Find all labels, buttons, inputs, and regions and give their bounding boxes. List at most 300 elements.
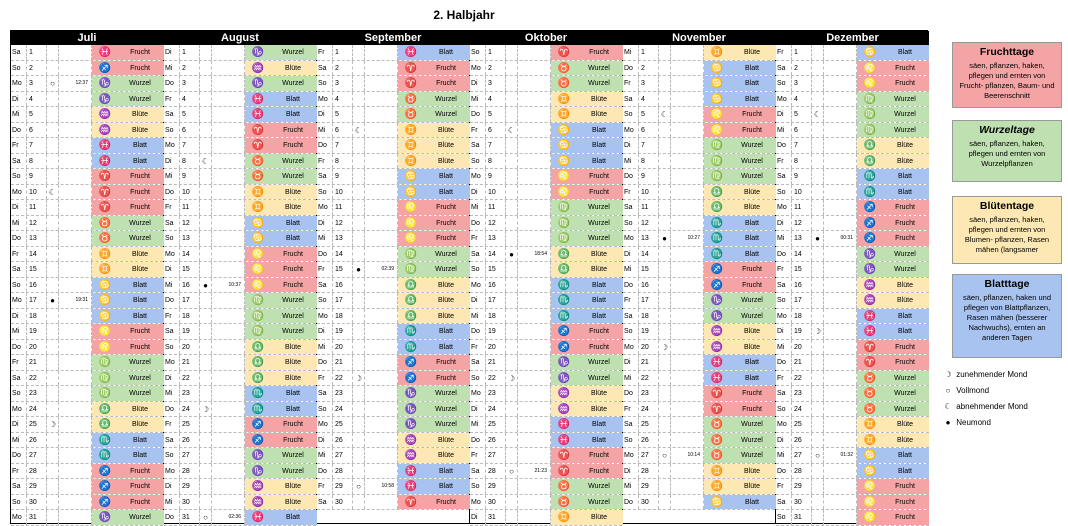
weekday: Do [317,355,333,370]
day-number: 19 [333,324,353,339]
weekday: Mo [11,510,27,525]
zodiac-icon: ♈ [404,78,418,89]
day-number: 16 [792,278,812,293]
zodiac-icon: ♊ [98,248,112,260]
day-type-label: Blatt [438,467,453,475]
day-number: 4 [486,92,506,107]
weekday: Fr [164,309,180,324]
day-type-blatt [92,309,164,324]
day-type-wurzel [245,76,317,91]
day-type-frucht [398,76,470,91]
day-type-blüte [551,247,623,262]
day-row [11,448,163,464]
day-row [776,355,929,371]
zodiac-icon: ♐ [98,496,112,508]
month-column-september [317,31,470,523]
moon-time [824,185,857,200]
day-row [776,185,929,201]
day-type-label: Blüte [132,126,148,134]
moon-time [212,464,245,479]
day-number: 28 [639,464,659,479]
day-type-label: Blatt [744,498,759,506]
moon-time [212,355,245,370]
day-type-label: Blatt [897,452,912,459]
day-type-wurzel [245,448,317,463]
day-type-label: Wurzel [129,235,151,242]
day-type-label: Blatt [132,452,147,459]
moon-cell [812,433,824,448]
day-row [623,371,775,387]
day-row [164,231,316,247]
moon-time [212,479,245,494]
zodiac-icon: ♈ [98,202,112,213]
day-number: 18 [27,309,47,324]
moon-cell [506,138,518,153]
moon-time [59,417,92,432]
weekday: So [164,123,180,138]
zodiac-icon: ♒ [557,388,571,399]
day-type-label: Wurzel [588,483,610,490]
day-number: 29 [333,479,353,494]
day-number: 27 [486,448,506,463]
full-moon-icon: ○ [812,448,824,463]
moon-time [824,371,857,386]
moon-cell [353,293,365,308]
day-row [623,309,775,325]
day-type-label: Frucht [283,266,303,273]
moon-time [671,107,704,122]
weekday: So [623,324,639,339]
day-type-blatt [92,278,164,293]
weekday: Di [317,216,333,231]
day-type-label: Frucht [436,204,456,211]
zodiac-icon: ♍ [710,171,724,182]
day-type-label: Wurzel [741,421,763,428]
day-type-blüte [245,479,317,494]
day-type-label: Frucht [895,204,915,211]
weekday: Di [776,324,792,339]
moon-cell [353,231,365,246]
zodiac-icon: ♌ [557,186,571,198]
moon-time [59,185,92,200]
day-number: 7 [333,138,353,153]
day-type-frucht [92,169,164,184]
day-type-label: Wurzel [282,312,304,320]
zodiac-icon: ♐ [251,419,265,430]
zodiac-icon: ♍ [863,93,877,105]
zodiac-icon: ♐ [404,372,418,384]
day-number: 9 [333,169,353,184]
day-type-label: Blatt [438,343,453,351]
zodiac-icon: ♋ [557,124,571,136]
weekday: Fr [317,154,333,169]
day-type-label: Frucht [436,359,456,366]
day-number: 6 [639,123,659,138]
moon-time [671,216,704,231]
weekday: Sa [776,386,792,401]
moon-time [365,154,398,169]
day-type-wurzel [857,371,929,386]
weekday: Sa [776,278,792,293]
day-number: 9 [27,169,47,184]
moon-time [212,247,245,262]
day-type-wurzel [398,262,470,277]
day-type-frucht [551,448,623,463]
day-row [776,324,929,340]
day-row [317,123,469,139]
day-type-label: Frucht [436,219,456,227]
weekday: Sa [164,107,180,122]
moon-cell [200,231,212,246]
day-type-label: Frucht [283,281,303,289]
weekday: Mo [317,200,333,215]
moon-time [518,76,551,91]
day-number: 28 [180,464,200,479]
day-type-label: Blatt [744,80,759,87]
day-row [470,45,622,61]
zodiac-icon: ♑ [98,78,112,89]
day-row [317,45,469,61]
moon-time [518,510,551,525]
moon-cell [812,340,824,355]
day-type-label: Blatt [285,111,300,118]
zodiac-icon: ♌ [251,264,265,275]
day-type-label: Wurzel [588,204,610,211]
day-row [317,278,469,294]
zodiac-icon: ♋ [251,217,265,229]
day-row [776,433,929,449]
day-number: 7 [180,138,200,153]
day-number: 4 [639,92,659,107]
day-row [164,293,316,309]
weekday: So [11,169,27,184]
moon-cell [506,169,518,184]
day-number: 7 [486,138,506,153]
day-number: 12 [486,216,506,231]
weekday: Sa [164,433,180,448]
weekday: Fr [317,371,333,386]
zodiac-icon: ♐ [251,434,265,446]
page-title: 2. Halbjahr [433,8,495,22]
day-type-wurzel [245,324,317,339]
day-number: 21 [639,355,659,370]
day-type-wurzel [704,138,776,153]
moon-cell [506,154,518,169]
day-row [11,231,163,247]
moon-cell [200,138,212,153]
month-column-november [623,31,776,523]
moon-cell [812,309,824,324]
day-row [470,138,622,154]
zodiac-icon: ♉ [251,155,265,167]
day-number: 2 [180,61,200,76]
moon-time [824,107,857,122]
zodiac-icon: ♊ [251,202,265,213]
zodiac-icon: ♉ [98,217,112,229]
moon-cell [47,402,59,417]
day-row [623,495,775,511]
moon-cell [200,371,212,386]
new-moon-icon: ● [945,418,951,427]
waning-moon-icon: ☾ [200,154,212,169]
day-type-label: Blüte [897,157,913,165]
moon-time [518,309,551,324]
day-type-label: Blüte [285,498,301,506]
moon-time [212,138,245,153]
zodiac-icon: ♍ [557,233,571,244]
weekday: Sa [317,495,333,510]
info-box-text: säen, pflanzen, haken, pflegen und ernten von Blumen- pflanzen, Rasen mähen (langsamer [964,215,1050,254]
weekday: So [164,340,180,355]
zodiac-icon: ♏ [98,434,112,446]
moon-time [212,123,245,138]
day-number: 25 [180,417,200,432]
day-type-blatt [857,448,929,463]
moon-cell [200,448,212,463]
weekday: Fr [164,417,180,432]
moon-cell [47,138,59,153]
moon-time [824,402,857,417]
day-type-label: Blatt [897,328,912,335]
day-row [470,464,622,480]
day-type-label: Blüte [438,452,454,459]
day-type-label: Blatt [591,281,606,289]
day-number: 17 [333,293,353,308]
day-row [623,154,775,170]
day-type-label: Blüte [285,64,301,72]
day-row [776,138,929,154]
day-row [776,510,929,526]
day-number: 4 [333,92,353,107]
weekday: Mi [164,61,180,76]
day-type-frucht [398,216,470,231]
moon-time [518,479,551,494]
moon-time [365,448,398,463]
day-type-blüte [551,386,623,401]
weekday: Do [164,402,180,417]
weekday: Mi [317,231,333,246]
moon-cell [200,200,212,215]
moon-time [59,495,92,510]
moon-time [212,169,245,184]
day-row [164,92,316,108]
moon-cell [47,433,59,448]
weekday: So [470,371,486,386]
zodiac-icon: ♈ [251,124,265,136]
moon-cell [47,200,59,215]
weekday: So [776,185,792,200]
day-row [776,417,929,433]
day-number: 1 [486,45,506,60]
day-type-label: Frucht [130,173,150,180]
day-number: 11 [639,200,659,215]
day-row [623,92,775,108]
zodiac-icon: ♊ [863,434,877,446]
day-number: 11 [180,200,200,215]
day-row [470,448,622,464]
zodiac-icon: ♏ [404,326,418,337]
day-number: 21 [333,355,353,370]
zodiac-icon: ♌ [251,279,265,291]
zodiac-icon: ♍ [863,109,877,120]
day-type-blüte [704,479,776,494]
moon-time [59,231,92,246]
day-row [164,154,316,170]
day-type-blüte [857,278,929,293]
moon-time [824,340,857,355]
moon-cell [506,355,518,370]
day-number: 19 [27,324,47,339]
moon-time [365,185,398,200]
day-row [317,138,469,154]
weekday: So [470,45,486,60]
moon-cell [47,92,59,107]
day-number: 5 [639,107,659,122]
moon-cell [659,45,671,60]
day-number: 13 [486,231,506,246]
moon-cell [506,200,518,215]
day-row [470,402,622,418]
day-row [470,76,622,92]
day-type-blüte [857,138,929,153]
day-type-label: Frucht [283,126,303,134]
day-row [470,169,622,185]
moon-time [671,138,704,153]
day-type-label: Blatt [285,219,300,227]
moon-cell [353,324,365,339]
zodiac-icon: ♐ [98,481,112,492]
day-row [11,262,163,278]
moon-time [59,402,92,417]
weekday: Do [470,324,486,339]
zodiac-icon: ♏ [557,295,571,306]
day-number: 12 [27,216,47,231]
legend-item [942,418,991,428]
day-number: 17 [180,293,200,308]
moon-cell [812,216,824,231]
day-number: 18 [792,309,812,324]
weekday: Mi [470,417,486,432]
moon-cell [506,76,518,91]
moon-cell [812,247,824,262]
weekday: Di [164,45,180,60]
weekday: Fr [470,448,486,463]
moon-cell [47,340,59,355]
day-row [623,324,775,340]
day-type-label: Blüte [744,188,760,196]
day-type-frucht [92,185,164,200]
moon-time [365,386,398,401]
month-header: November [623,31,775,45]
day-number: 8 [180,154,200,169]
month-header: Dezember [776,31,929,45]
day-number: 15 [792,262,812,277]
moon-cell [506,92,518,107]
day-type-frucht [245,417,317,432]
day-type-label: Blatt [591,126,606,134]
day-number: 28 [792,464,812,479]
day-row [470,355,622,371]
moon-time [671,293,704,308]
zodiac-icon: ♐ [98,62,112,74]
moon-cell [506,402,518,417]
moon-cell [353,278,365,293]
day-type-label: Wurzel [282,173,304,180]
day-row [776,371,929,387]
weekday: So [776,402,792,417]
moon-cell [659,247,671,262]
day-type-blatt [857,309,929,324]
day-number: 30 [486,495,506,510]
day-type-blatt [398,185,470,200]
weekday: Sa [317,386,333,401]
day-type-wurzel [245,464,317,479]
weekday: Di [470,293,486,308]
weekday: Fr [776,262,792,277]
moon-cell [659,123,671,138]
day-type-frucht [398,61,470,76]
day-number: 11 [333,200,353,215]
waxing-moon-icon: ☽ [812,324,824,339]
moon-time [671,386,704,401]
day-type-wurzel [92,386,164,401]
zodiac-icon: ♑ [251,47,265,58]
weekday: Di [776,216,792,231]
moon-time [671,92,704,107]
weekday: Sa [470,247,486,262]
weekday: Do [623,386,639,401]
moon-time [212,402,245,417]
weekday: Do [776,464,792,479]
day-number: 8 [639,154,659,169]
day-type-label: Blatt [438,188,453,196]
day-row [317,247,469,263]
moon-time [59,278,92,293]
zodiac-icon: ♑ [98,512,112,523]
day-type-label: Frucht [589,452,609,459]
day-number: 18 [333,309,353,324]
zodiac-icon: ♓ [404,481,418,492]
weekday: Mi [11,216,27,231]
moon-cell [659,355,671,370]
day-number: 5 [792,107,812,122]
day-type-blatt [551,293,623,308]
day-type-blatt [398,479,470,494]
weekday: So [470,262,486,277]
zodiac-icon: ♌ [404,202,418,213]
zodiac-icon: ♌ [98,341,112,353]
day-type-blatt [704,92,776,107]
moon-cell [47,45,59,60]
moon-time [365,340,398,355]
zodiac-icon: ♊ [251,186,265,198]
day-row [623,200,775,216]
moon-cell [200,107,212,122]
day-type-label: Frucht [130,483,150,490]
day-row [470,247,622,263]
moon-time [365,293,398,308]
weekday: Sa [317,169,333,184]
day-number: 17 [792,293,812,308]
moon-cell [200,464,212,479]
day-type-label: Frucht [895,80,915,87]
day-row [623,123,775,139]
day-number: 12 [180,216,200,231]
moon-time: 18:54 [518,247,551,262]
zodiac-icon: ♋ [251,233,265,244]
moon-time [59,200,92,215]
weekday: Sa [11,45,27,60]
